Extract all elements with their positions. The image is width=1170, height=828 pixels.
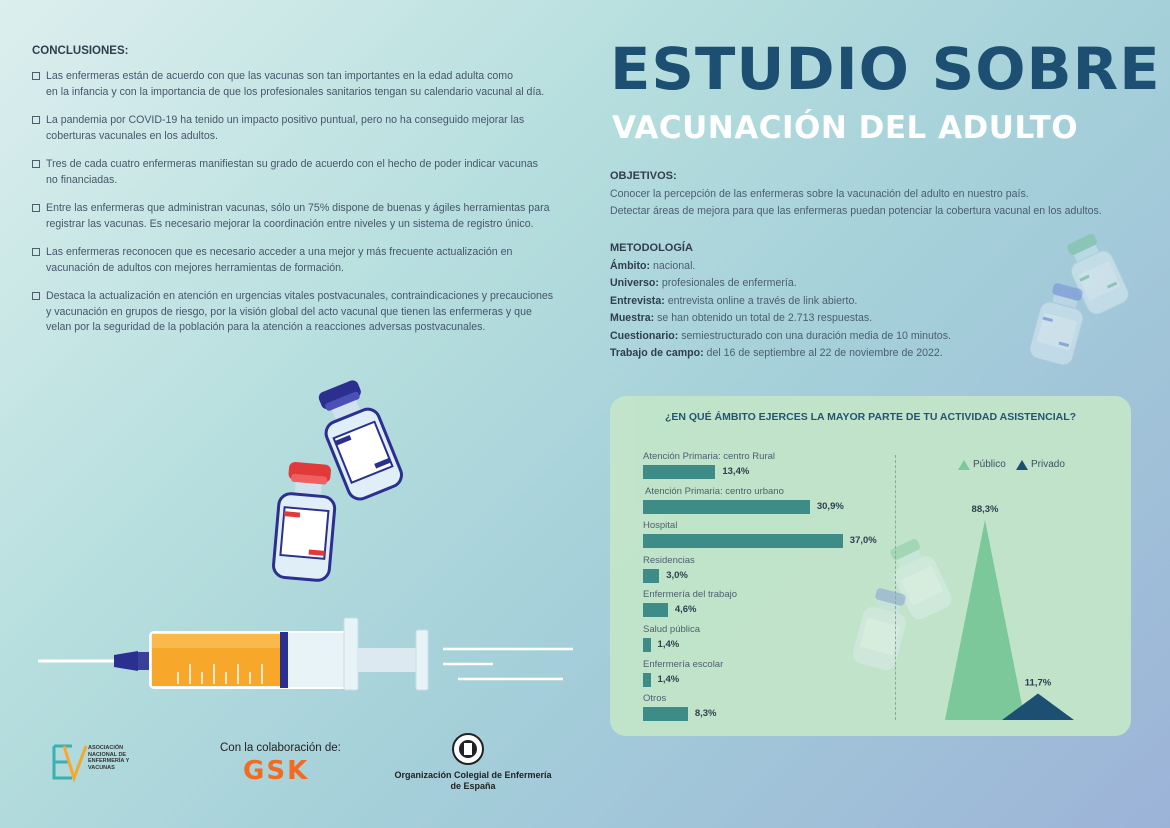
- objectives-section: [610, 168, 1130, 221]
- anev-logo: [50, 740, 90, 784]
- triangle-value-label: 88,3%: [971, 504, 999, 515]
- bar: [643, 638, 651, 652]
- footer-logos: [0, 730, 600, 828]
- bar-label: Salud pública: [643, 624, 701, 635]
- collaboration-label: Con la colaboración de:: [220, 742, 341, 754]
- checkbox-icon: [32, 72, 40, 80]
- bar: [643, 673, 651, 687]
- checkbox-icon: [32, 248, 40, 256]
- bar: [643, 465, 715, 479]
- objective-line: Conocer la percepción de las enfermeras sobre la vacunación del adulto en nuestro país.: [610, 187, 1029, 200]
- faded-vials-illustration: [1025, 225, 1135, 375]
- conclusion-item: Tres de cada cuatro enfermeras manifiestan su grado de acuerdo con el hecho de poder indicar vacunas no financiadas.: [32, 157, 562, 188]
- methodology-row: Ámbito: nacional.: [610, 259, 696, 272]
- bar-value-label: 8,3%: [694, 708, 717, 720]
- legend-item-publico: Público: [958, 459, 1006, 470]
- bar-value-label: 4,6%: [674, 604, 697, 616]
- objectives-heading: OBJETIVOS:: [610, 170, 677, 182]
- bar-label: Otros: [643, 693, 667, 705]
- bar: [643, 603, 668, 617]
- page-subtitle: VACUNACIÓN DEL ADULTO: [612, 110, 1079, 146]
- bar-value-label: 1,4%: [657, 673, 680, 685]
- methodology-row: Muestra: se han obtenido un total de 2.713 respuestas.: [610, 312, 873, 324]
- triangle-icon: [1016, 460, 1028, 470]
- bar: [643, 500, 810, 514]
- chart-title: ¿EN QUÉ ÁMBITO EJERCES LA MAYOR PARTE DE TU ACTIVIDAD ASISTENCIAL?: [664, 411, 1077, 423]
- bar-value-label: 37,0%: [849, 535, 877, 547]
- bar-label: Enfermería escolar: [643, 658, 724, 670]
- syringe-illustration: [38, 612, 578, 692]
- bar-label: Residencias: [643, 554, 695, 566]
- triangle-icon: [958, 460, 970, 470]
- conclusions-heading: CONCLUSIONES:: [32, 45, 129, 57]
- methodology-row: Trabajo de campo: del 16 de septiembre al 22 de noviembre de 2022.: [610, 347, 943, 359]
- anev-logo-text: ASOCIACIÓN NACIONAL DE ENFERMERÍA Y VACUNAS: [88, 745, 130, 771]
- triangle-chart: [930, 495, 1090, 725]
- organizacion-colegial-logo-text: Organización Colegial de Enfermería de España: [394, 770, 552, 791]
- methodology-row: Universo: profesionales de enfermería.: [610, 277, 797, 289]
- checkbox-icon: [32, 116, 40, 124]
- legend-item-privado: Privado: [1016, 459, 1065, 470]
- bar: [643, 534, 843, 548]
- methodology-section: [610, 240, 1030, 363]
- triangle-bar: [945, 520, 1025, 720]
- chart-divider: [895, 455, 896, 720]
- checkbox-icon: [32, 204, 40, 212]
- conclusion-item: Entre las enfermeras que administran vacunas, sólo un 75% dispone de buenas y ágiles herramientas para registrar las vacunas. Es necesario mejorar la coordinación entre niveles y un sistema de registro único.: [32, 201, 562, 232]
- checkbox-icon: [32, 292, 40, 300]
- bar-value-label: 3,0%: [666, 569, 688, 581]
- bar-value-label: 13,4%: [722, 466, 750, 477]
- methodology-row: Cuestionario: semiestructurado con una duración media de 10 minutos.: [610, 329, 951, 342]
- vaccine-vials-illustration: [250, 375, 420, 590]
- bar-label: Atención Primaria: centro urbano: [645, 485, 784, 497]
- methodology-row: Entrevista: entrevista online a través de link abierto.: [610, 294, 858, 307]
- conclusion-item: Las enfermeras reconocen que es necesario acceder a una mejor y más frecuente actualización en vacunación de adultos con mejores herramientas de formación.: [32, 245, 562, 276]
- methodology-heading: METODOLOGÍA: [610, 242, 693, 254]
- bar: [643, 707, 688, 721]
- bar-value-label: 30,9%: [816, 500, 844, 512]
- bar: [643, 569, 659, 583]
- organizacion-colegial-emblem: [451, 732, 485, 766]
- conclusion-item: La pandemia por COVID-19 ha tenido un impacto positivo puntual, pero no ha conseguido mejorar las coberturas vacunales en los adultos.: [32, 113, 562, 144]
- conclusions-section: [32, 45, 562, 349]
- conclusion-item: Las enfermeras están de acuerdo con que las vacunas son tan importantes en la edad adulta como en la infancia y con la importancia de que los profesionales sanitarios tengan su calendario vacunal al día.: [32, 69, 562, 100]
- bar-label: Enfermería del trabajo: [643, 589, 737, 601]
- objective-line: Detectar áreas de mejora para que las enfermeras puedan potenciar la cobertura vacunal en los adultos.: [610, 205, 1102, 217]
- triangle-value-label: 11,7%: [1024, 677, 1052, 689]
- gsk-logo: GSK: [243, 756, 310, 786]
- bar-value-label: 1,4%: [657, 639, 680, 650]
- checkbox-icon: [32, 160, 40, 168]
- bar-label: Hospital: [643, 520, 678, 532]
- bar-label: Atención Primaria: centro Rural: [643, 451, 775, 462]
- page-title: ESTUDIO SOBRE: [610, 35, 1161, 103]
- conclusion-item: Destaca la actualización en atención en urgencias vitales postvacunales, contraindicaciones y precauciones y vacunación en grupos de riesgo, por la visión global del acto vacunal que tienen las enfermeras y que velan por la seguridad de la población para la atención a reacciones adversas postvacunales.: [32, 289, 562, 336]
